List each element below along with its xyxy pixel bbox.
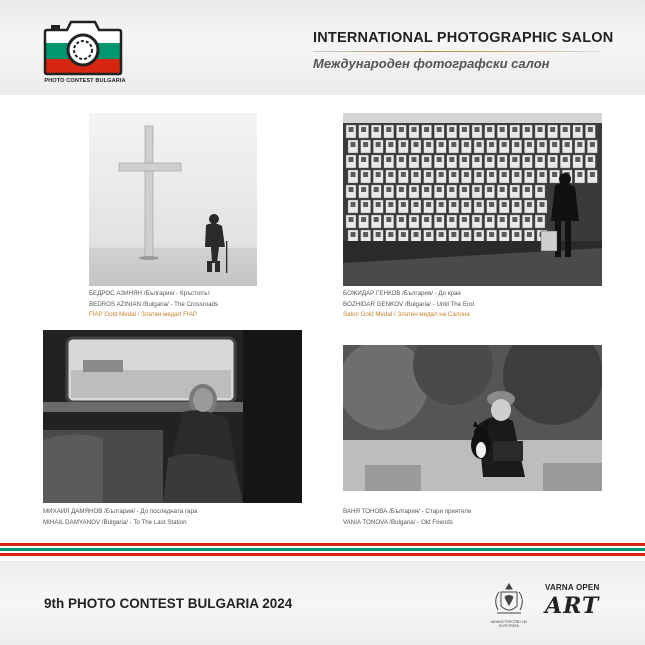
photo-contest-logo — [40, 18, 130, 88]
art-label: ART — [545, 593, 600, 619]
coat-of-arms-icon — [488, 580, 530, 620]
caption-line-en: BEDROS AZINIAN /Bulgaria/ - The Crossroads — [89, 300, 219, 308]
salon-title-bulgarian: Международен фотографски салон — [313, 56, 550, 71]
caption-line-bg: МИХАИЛ ДАМЯНОВ /България/ - До последната гара — [43, 508, 198, 515]
caption-to-the-last-station — [43, 507, 197, 528]
award-label: FIAP Gold Medal / Златен медал FIAP — [89, 311, 197, 318]
photo-until-the-end — [343, 113, 602, 286]
stripe-red — [0, 553, 645, 556]
salon-title-english: INTERNATIONAL PHOTOGRAPHIC SALON — [313, 30, 614, 46]
flag-stripes — [0, 543, 645, 556]
camera-flag-icon — [43, 18, 123, 76]
title-divider — [313, 51, 601, 52]
photo-old-friends — [343, 345, 602, 491]
award-label: Salon Gold Medal / Златен медал на Салона — [343, 311, 470, 318]
caption-line-bg: БОЖИДАР ГЕНКОВ /България/ - До края — [343, 290, 461, 297]
caption-line-en: VANIA TONOVA /Bulgaria/ - Old Friends — [343, 518, 453, 526]
varna-open-label: VARNA OPEN — [545, 583, 600, 592]
caption-line-en: BOZHIDAR GENKOV /Bulgaria/ - Until The End — [343, 300, 474, 308]
ministry-of-culture-logo — [488, 580, 530, 636]
logo-caption: PHOTO CONTEST BULGARIA — [44, 78, 126, 84]
photo-to-the-last-station — [43, 330, 302, 503]
caption-old-friends — [343, 507, 471, 528]
caption-the-crossroads — [89, 289, 218, 321]
caption-until-the-end — [343, 289, 474, 321]
photo-the-crossroads — [89, 113, 257, 286]
ministry-label: МИНИСТЕРСТВО НА КУЛТУРАТА — [491, 620, 527, 629]
contest-edition-title: 9th PHOTO CONTEST BULGARIA 2024 — [44, 596, 293, 611]
caption-line-en: MIHAIL DAMYANOV /Bulgaria/ - To The Last Station — [43, 518, 187, 526]
caption-line-bg: БЕДРОС АЗИНЯН /България/ - Кръстопът — [89, 290, 211, 297]
caption-line-bg: ВАНЯ ТОНОВА /България/ - Стари приятели — [343, 508, 472, 515]
varna-open-art-logo — [545, 583, 607, 625]
